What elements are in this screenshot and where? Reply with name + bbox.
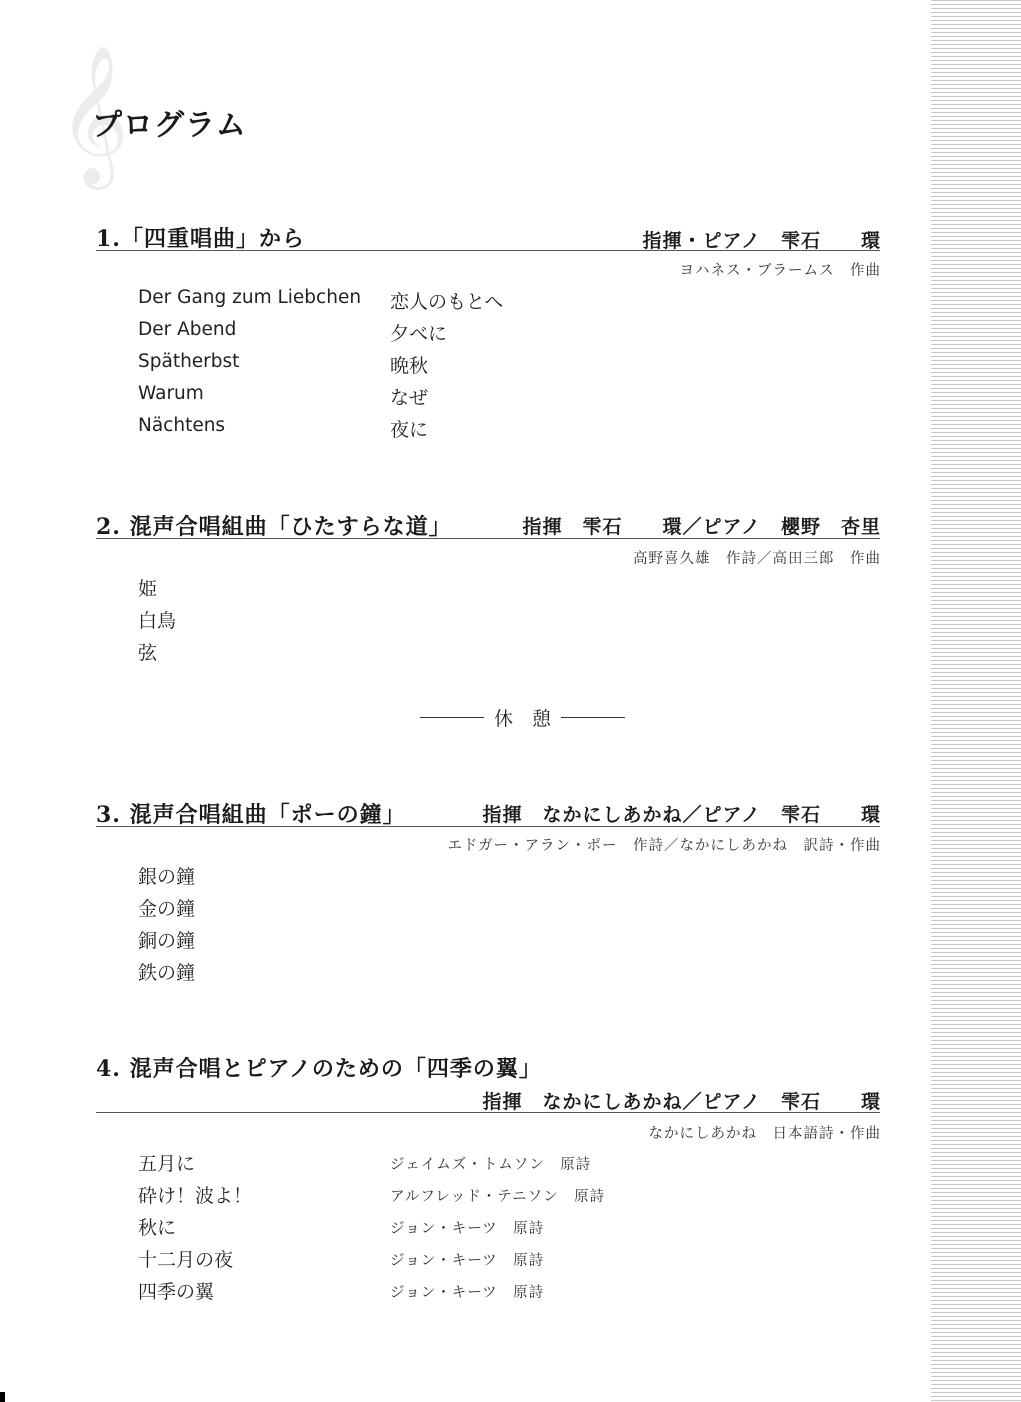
section-1-song-4-japanese: なぜ [390,387,429,409]
section-2-title: 2. 混声合唱組曲「ひたすらな道」 [96,514,452,540]
section-4-song-3-title: 秋に [138,1217,177,1239]
section-1-song-4-original: Warum [138,383,204,404]
section-2-song-1: 姫 [138,578,158,600]
section-4-song-3-poet: ジョン・キーツ 原詩 [390,1221,545,1237]
section-1-performers: 指揮・ピアノ 雫石 環 [642,230,881,252]
intermission-dash-left [420,717,484,718]
section-3-song-4: 鉄の鐘 [138,962,196,984]
section-4-song-5-title: 四季の翼 [138,1281,215,1303]
binding-edge-stripes [931,0,1021,1402]
treble-clef-watermark-icon: 𝄞 [58,45,129,184]
page-title: プログラム [92,108,247,143]
intermission-label: 休 憩 [494,708,552,730]
section-3-song-2: 金の鐘 [138,898,196,920]
section-3-title: 3. 混声合唱組曲「ポーの鐘」 [96,802,406,828]
section-1-song-3-original: Spätherbst [138,351,240,372]
section-1-song-1-original: Der Gang zum Liebchen [138,287,362,308]
section-1-song-5-original: Nächtens [138,415,226,436]
section-1-song-1-japanese: 恋人のもとへ [390,291,504,313]
section-1-song-2-original: Der Abend [138,319,237,340]
section-1-song-2-japanese: 夕べに [390,323,448,345]
section-1-title: 1.「四重唱曲」から [96,226,305,252]
section-1-divider [96,250,880,251]
section-4-credit: なかにしあかね 日本語詩・作曲 [648,1126,881,1142]
section-4-song-2-title: 砕け！波よ！ [138,1185,253,1207]
section-4-performers: 指揮 なかにしあかね／ピアノ 雫石 環 [482,1091,881,1113]
section-1-song-5-japanese: 夜に [390,419,429,441]
section-4-song-4-poet: ジョン・キーツ 原詩 [390,1253,545,1269]
section-4-divider [96,1112,880,1113]
section-2-divider [96,538,880,539]
section-4-title: 4. 混声合唱とピアノのための「四季の翼」 [96,1056,542,1082]
section-4-song-1-poet: ジェイムズ・トムソン 原詩 [390,1157,592,1173]
section-4-song-2-poet: アルフレッド・テニソン 原詩 [390,1189,606,1205]
section-4-song-5-poet: ジョン・キーツ 原詩 [390,1285,545,1301]
section-1-credit: ヨハネス・ブラームス 作曲 [679,263,881,279]
section-3-performers: 指揮 なかにしあかね／ピアノ 雫石 環 [482,804,881,826]
intermission-dash-right [561,717,625,718]
scan-corner-mark [0,1392,5,1402]
section-2-performers: 指揮 雫石 環／ピアノ 櫻野 杏里 [522,516,881,538]
section-3-song-1: 銀の鐘 [138,866,196,888]
section-3-credit: エドガー・アラン・ポー 作詩／なかにしあかね 訳詩・作曲 [447,838,881,854]
section-2-credit: 高野喜久雄 作詩／高田三郎 作曲 [633,551,881,567]
section-4-song-1-title: 五月に [138,1153,196,1175]
section-2-song-3: 弦 [138,642,158,664]
section-3-song-3: 銅の鐘 [138,930,196,952]
section-1-song-3-japanese: 晩秋 [390,355,429,377]
section-2-song-2: 白鳥 [138,610,177,632]
section-3-divider [96,826,880,827]
intermission [420,704,625,731]
section-4-song-4-title: 十二月の夜 [138,1249,234,1271]
